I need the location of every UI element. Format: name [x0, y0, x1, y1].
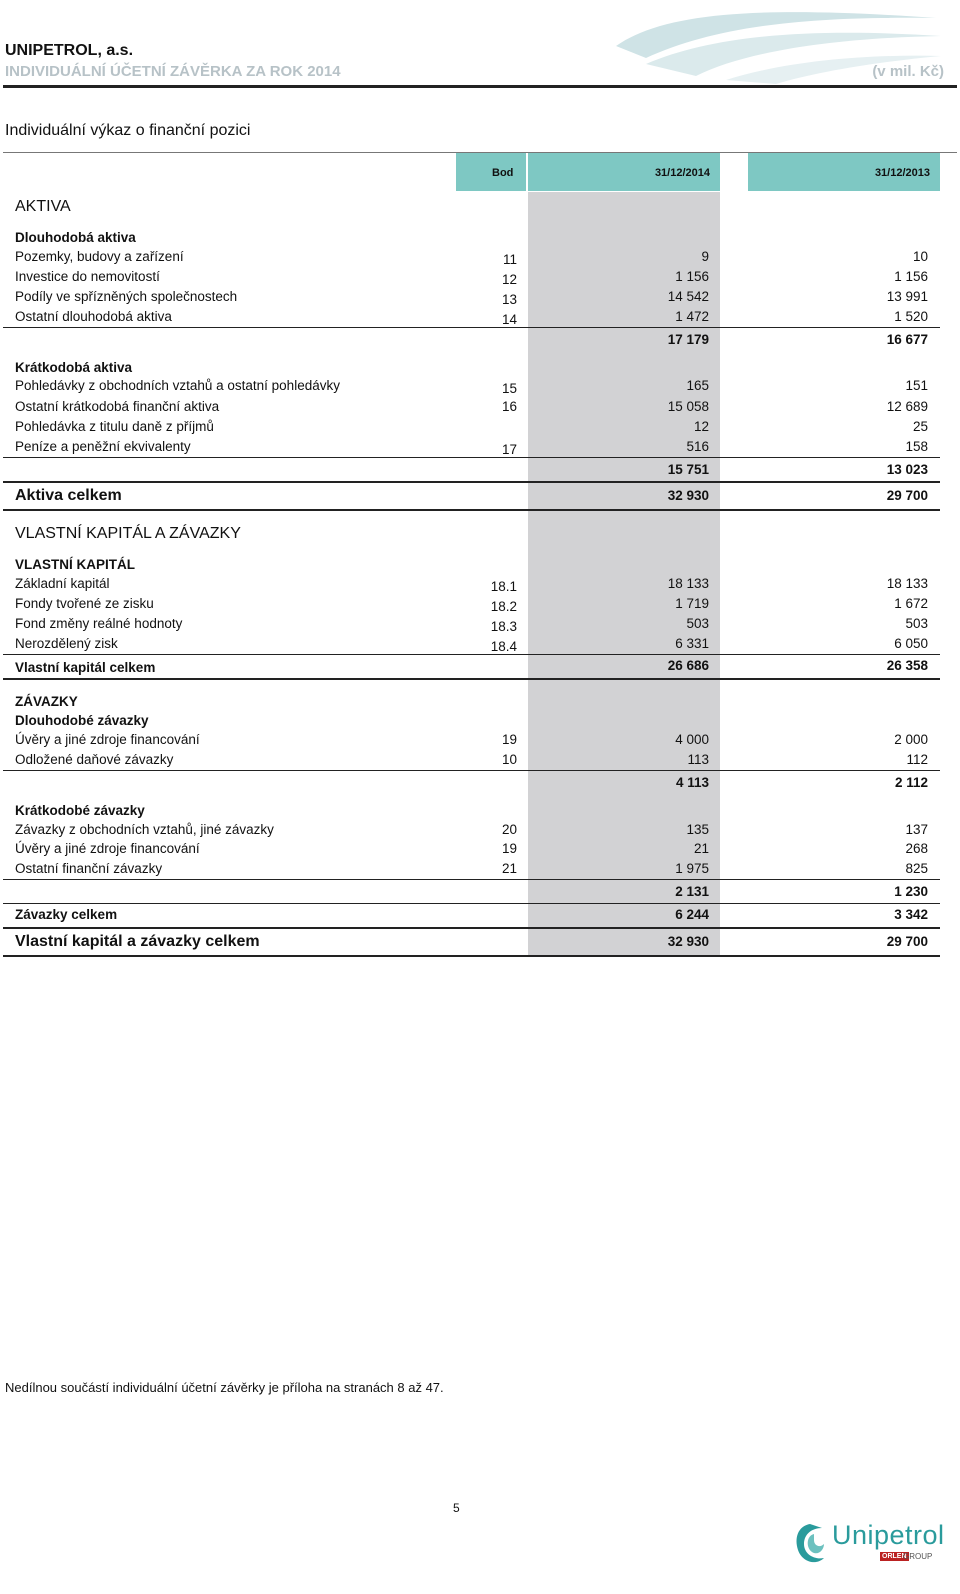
row-label: Pohledávky z obchodních vztahů a ostatní pohledávky: [15, 378, 340, 393]
row-note: 20: [501, 822, 517, 837]
row-value-2014: 9: [701, 249, 709, 264]
row-label: Fondy tvořené ze zisku: [15, 596, 154, 611]
row-label: Ostatní dlouhodobá aktiva: [15, 309, 172, 324]
row-value-2014: 1 472: [675, 309, 709, 324]
row-note: 14: [501, 312, 517, 327]
row-label: AKTIVA: [15, 198, 71, 215]
row-label: Úvěry a jiné zdroje financování: [15, 732, 200, 747]
row-note: 10: [501, 752, 517, 767]
row-value-2014: 12: [693, 419, 709, 434]
row-value-2013: 13 991: [886, 289, 928, 304]
table-row: [0, 461, 960, 479]
row-value-2013: 151: [905, 378, 928, 393]
row-note: 17: [501, 442, 517, 457]
subtotal-2014: 2 131: [675, 884, 709, 899]
table-row: [0, 359, 960, 377]
row-note: 18.4: [490, 639, 517, 654]
row-label: Investice do nemovitostí: [15, 269, 160, 284]
row-note: 16: [501, 399, 517, 414]
row-value-2013: 503: [905, 616, 928, 631]
logo-group-text: GROUP: [903, 1552, 933, 1561]
subtotal-2013: 16 677: [886, 332, 928, 347]
table-row: [0, 398, 960, 416]
row-value-2013: 825: [905, 861, 928, 876]
row-value-2014: 113: [687, 752, 709, 767]
column-header-note: [456, 153, 526, 191]
row-value-2013: 1 672: [894, 596, 928, 611]
subtotal-2014: 17 179: [667, 332, 709, 347]
row-rule: [3, 903, 940, 904]
row-value-2013: 25: [912, 419, 928, 434]
row-rule: [3, 927, 940, 929]
total-2013: 26 358: [886, 658, 928, 673]
row-label: Peníze a peněžní ekvivalenty: [15, 439, 191, 454]
table-row: [0, 731, 960, 749]
note-header-label: Bod: [492, 167, 514, 179]
row-note: 15: [501, 381, 517, 396]
row-label: Základní kapitál: [15, 576, 110, 591]
row-value-2014: 6 331: [675, 636, 709, 651]
row-value-2013: 1 156: [894, 269, 928, 284]
row-label: Fond změny reálné hodnoty: [15, 616, 183, 631]
row-note: 18.1: [490, 579, 517, 594]
table-row: [0, 308, 960, 326]
row-value-2013: 12 689: [886, 399, 928, 414]
report-subtitle: INDIVIDUÁLNÍ ÚČETNÍ ZÁVĚRKA ZA ROK 2014: [5, 63, 341, 80]
row-value-2014: 14 542: [667, 289, 709, 304]
row-value-2014: 4 000: [675, 732, 709, 747]
row-value-2013: 1 520: [894, 309, 928, 324]
table-row: [0, 933, 960, 951]
row-value-2014: 135: [686, 822, 709, 837]
page-number: 5: [453, 1501, 460, 1515]
total-2013: 3 342: [894, 907, 928, 922]
row-rule: [3, 955, 940, 957]
row-label: Úvěry a jiné zdroje financování: [15, 841, 200, 856]
header-spacer: [3, 153, 453, 191]
table-row: [0, 198, 960, 216]
row-note: 19: [501, 841, 517, 856]
row-label: VLASTNÍ KAPITÁL A ZÁVAZKY: [15, 525, 241, 542]
table-row: [0, 487, 960, 505]
footer-note: Nedílnou součástí individuální účetní závěrky je příloha na stranách 8 až 47.: [5, 1380, 444, 1395]
table-row: [0, 418, 960, 436]
row-note: 11: [502, 252, 517, 267]
header-divider: [3, 85, 957, 88]
table-row: [0, 525, 960, 543]
subtotal-2013: 2 112: [894, 775, 928, 790]
table-row: [0, 615, 960, 633]
table-row: [0, 438, 960, 456]
orlen-badge: ORLEN: [882, 1553, 907, 1560]
row-value-2014: 1 156: [675, 269, 709, 284]
table-row: [0, 595, 960, 613]
column-header-2013: [748, 153, 940, 191]
total-2013: 29 700: [886, 934, 928, 949]
logo-wordmark: Unipetrol: [832, 1520, 945, 1550]
row-note: 21: [501, 861, 517, 876]
currency-unit: (v mil. Kč): [872, 63, 944, 80]
row-value-2013: 18 133: [886, 576, 928, 591]
total-2013: 29 700: [886, 488, 928, 503]
row-value-2013: 158: [905, 439, 928, 454]
table-row: [0, 821, 960, 839]
row-note: 19: [501, 732, 517, 747]
row-note: 18.3: [490, 619, 517, 634]
y2014-header-label: 31/12/2014: [654, 167, 710, 179]
table-row: [0, 575, 960, 593]
row-label: Dlouhodobá aktiva: [15, 230, 136, 245]
subtotal-2014: 15 751: [667, 462, 709, 477]
row-note: 18.2: [490, 599, 517, 614]
table-row: [0, 712, 960, 730]
row-label: Ostatní finanční závazky: [15, 861, 163, 876]
logo-mark-icon: [792, 1520, 828, 1568]
row-label: Ostatní krátkodobá finanční aktiva: [15, 399, 220, 414]
row-label: Odložené daňové závazky: [15, 752, 174, 767]
row-note: 12: [501, 272, 517, 287]
row-value-2013: 6 050: [894, 636, 928, 651]
table-row: [0, 840, 960, 858]
table-row: [0, 268, 960, 286]
company-name: UNIPETROL, a.s.: [5, 42, 134, 59]
table-row: [0, 331, 960, 349]
table-row: [0, 556, 960, 574]
row-label: Vlastní kapitál a závazky celkem: [15, 933, 260, 950]
row-rule: [3, 770, 940, 771]
table-row: [0, 693, 960, 711]
total-2014: 32 930: [667, 488, 709, 503]
subtotal-2014: 4 113: [675, 775, 709, 790]
row-label: Pozemky, budovy a zařízení: [15, 249, 184, 264]
subtotal-2013: 1 230: [894, 884, 928, 899]
total-2014: 32 930: [667, 934, 709, 949]
row-value-2013: 137: [905, 822, 928, 837]
table-row: [0, 635, 960, 653]
row-label: Krátkodobé závazky: [15, 803, 145, 818]
total-2014: 26 686: [667, 658, 709, 673]
row-label: Dlouhodobé závazky: [15, 713, 149, 728]
row-label: Pohledávka z titulu daně z příjmů: [15, 419, 214, 434]
table-row: [0, 751, 960, 769]
statement-title: Individuální výkaz o finanční pozici: [5, 122, 251, 139]
row-value-2014: 165: [686, 378, 709, 393]
table-row: [0, 883, 960, 901]
row-value-2013: 2 000: [894, 732, 928, 747]
row-note: 13: [501, 292, 517, 307]
row-value-2014: 18 133: [667, 576, 709, 591]
row-value-2013: 112: [906, 752, 928, 767]
row-label: Závazky celkem: [15, 907, 118, 922]
row-value-2014: 1 975: [675, 861, 709, 876]
table-row: [0, 906, 960, 924]
row-label: Podíly ve spřízněných společnostech: [15, 289, 238, 304]
table-row: [0, 248, 960, 266]
table-row: [0, 802, 960, 820]
table-row: [0, 288, 960, 306]
row-rule: [3, 654, 940, 655]
row-rule: [3, 879, 940, 880]
row-label: Krátkodobá aktiva: [15, 360, 133, 375]
column-header-2014: [528, 153, 720, 191]
table-row: [0, 657, 960, 675]
row-rule: [3, 327, 940, 328]
row-rule: [3, 481, 940, 483]
table-row: [0, 229, 960, 247]
table-row: [0, 860, 960, 878]
row-label: Aktiva celkem: [15, 487, 122, 504]
row-value-2013: 268: [905, 841, 928, 856]
row-label: VLASTNÍ KAPITÁL: [15, 557, 135, 572]
row-value-2014: 503: [686, 616, 709, 631]
total-2014: 6 244: [675, 907, 709, 922]
row-value-2013: 10: [912, 249, 928, 264]
row-value-2014: 21: [693, 841, 709, 856]
row-value-2014: 516: [686, 439, 709, 454]
row-value-2014: 1 719: [675, 596, 709, 611]
row-rule: [3, 678, 940, 680]
row-label: Vlastní kapitál celkem: [15, 660, 156, 675]
unipetrol-logo: [792, 1518, 945, 1568]
row-label: ZÁVAZKY: [15, 694, 78, 709]
row-rule: [3, 509, 940, 511]
subtotal-2013: 13 023: [886, 462, 928, 477]
row-value-2014: 15 058: [667, 399, 709, 414]
row-rule: [3, 457, 940, 458]
table-row: [0, 377, 960, 395]
table-row: [0, 774, 960, 792]
row-label: Závazky z obchodních vztahů, jiné závazky: [15, 822, 274, 837]
row-label: Nerozdělený zisk: [15, 636, 118, 651]
y2013-header-label: 31/12/2013: [874, 167, 930, 179]
